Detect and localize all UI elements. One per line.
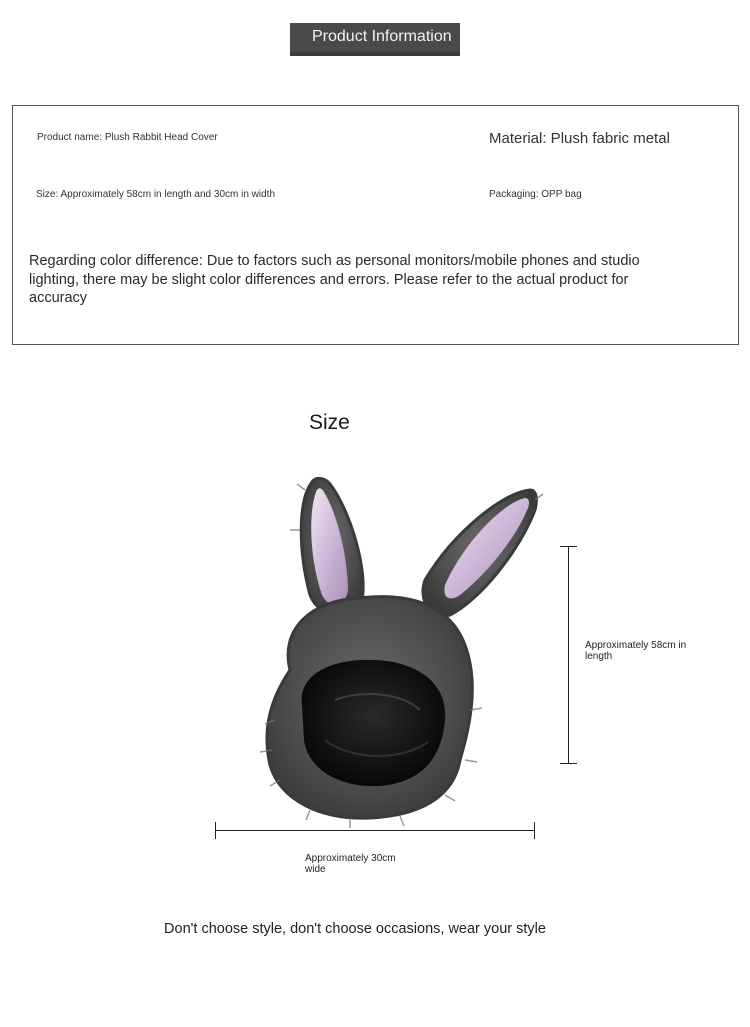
width-measure-line — [215, 830, 534, 831]
section-title-badge: Product Information — [290, 23, 460, 56]
width-measure-cap-right — [534, 822, 535, 839]
width-label: Approximately 30cm wide — [305, 853, 396, 875]
color-difference-notice: Regarding color difference: Due to factors such as personal monitors/mobile phones and studio lighting, there may be slight color differences and errors. Please refer to the actual product for accuracy — [29, 253, 640, 306]
product-name-text: Product name: Plush Rabbit Head Cover — [37, 132, 218, 143]
size-text: Size: Approximately 58cm in length and 30cm in width — [36, 189, 276, 200]
length-measure-line — [568, 546, 569, 763]
length-measure-cap-bottom — [560, 763, 577, 764]
footer-tagline: Don't choose style, don't choose occasions, wear your style — [164, 921, 546, 937]
length-measure-cap-top — [560, 546, 577, 547]
width-measure-cap-left — [215, 822, 216, 839]
product-info-box — [12, 105, 739, 345]
packaging-text: Packaging: OPP bag — [489, 189, 582, 200]
rabbit-hood-image — [250, 470, 550, 830]
size-heading: Size — [309, 411, 350, 434]
material-text: Material: Plush fabric metal — [489, 130, 670, 147]
length-label: Approximately 58cm in length — [585, 640, 687, 662]
